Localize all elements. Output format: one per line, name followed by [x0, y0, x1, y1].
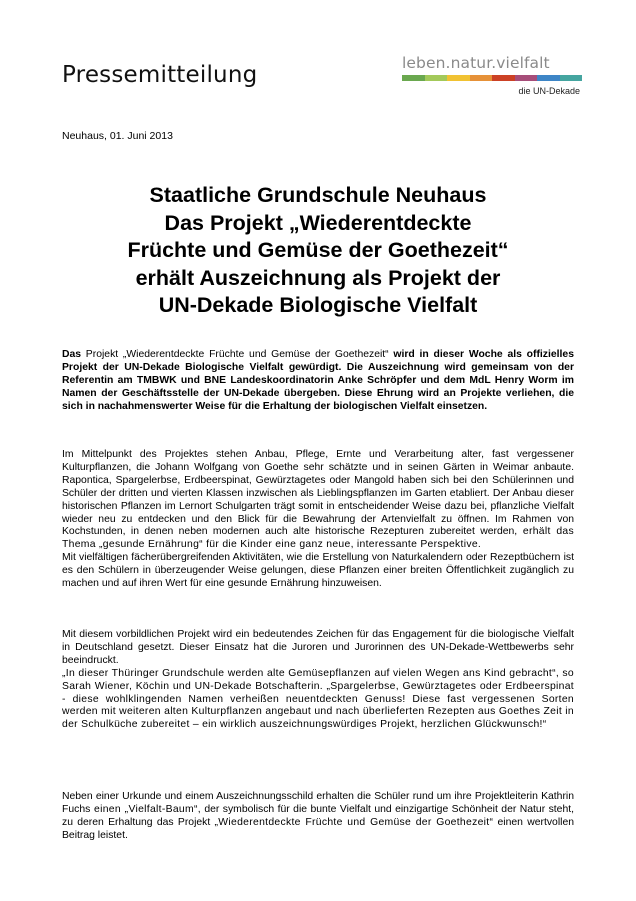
paragraph-text: erhält das Thema „gesunde Ernährung“ für die Kinder eine ganz neue, interessante Perspektive.: [62, 526, 574, 551]
intro-paragraph: [62, 349, 574, 414]
paragraph-text: der symbolisch für die bunte Vielfalt und einzigartige Schönheit der Natur steht, zu deren Erhaltung das Projekt: [62, 803, 575, 828]
paragraph-text: Mit diesem vorbildlichen Projekt wird ein bedeutendes Zeichen für das Engagement für die biologische Vielfalt in Deutschland gesetzt. Dieser Einsatz hat die Juroren und Jurorinnen des UN-Dekade-Wettbewerbs sehr beeindruckt.: [62, 629, 574, 666]
logo-color-bar: [402, 75, 582, 81]
headline-line: UN-Dekade Biologische Vielfalt: [158, 293, 478, 317]
paragraph-text: Neben einer Urkunde und einem Auszeichnungsschild erhalten die Schüler rund um ihre Projektleiterin Kathrin Fuchs: [62, 791, 574, 815]
paragraph-text: Mit vielfältigen fächerübergreifenden Aktivitäten, wie die Erstellung von Naturkalendern oder Rezeptbüchern ist es den Schülern in überzeugender Weise gelungen, diese Pflanzen einer breiten Öffentlichkeit zugänglich zu machen und auf ihren Wert für eine gesunde Ernährung hinzuweisen.: [62, 552, 574, 590]
headline-line: erhält Auszeichnung als Projekt der: [135, 265, 501, 290]
project-name-text: „Wiederentdeckte Früchte und Gemüse der Goethezeit“: [214, 816, 494, 828]
logo-color-segment: [402, 75, 425, 81]
logo-subtitle: die UN-Dekade: [518, 86, 580, 96]
paragraph-text: Im Mittelpunkt des Projektes stehen Anbau, Pflege, Ernte und Verarbeitung alter, fast vergessener Kulturpflanzen, die Johann Wolfgang von Goethe sehr schätzte und in seinen Gärten in Weimar anbaute. Rapontica, Spargelerbse, Erdbeerspinat, Gewürztagetes oder Mangold haben sich bei den Schülerinnen und Schüler der dritten und vierten Klassen inzwischen als Lieblingspflanzen im Garten etabliert. Der Anbau dieser historischen Pflanzen im Lernort Schulgarten trägt somit in entscheidender Weise dazu bei, pflanzliche Vielfalt wieder neu zu entdecken und den Blick für die Bewahrung der Artenvielfalt zu öffnen. Im Rahmen von Kochstunden, in denen neben modernen auch alte historische Rezepturen zubereitet werden,: [62, 449, 574, 538]
logo-color-segment: [537, 75, 560, 81]
intro-text: wird in dieser Woche als offizielles Projekt der UN-Dekade Biologische Vielfalt gewürdigt. Die Auszeichnung wird gemeinsam von der Referentin am TMBWK und BNE Landeskoordinatorin Anke Schröpfer und dem MdL Henry Worm im Namen der Geschäftsstelle der UN-Dekade übergeben. Diese Ehrung wird an Projekte verliehen, die sich in nachahmenswerter Weise für die Erhaltung der biologischen Vielfalt einsetzen.: [62, 349, 574, 412]
undekade-logo: [402, 54, 582, 96]
paragraph-certificate: [62, 791, 574, 843]
logo-color-segment: [425, 75, 448, 81]
intro-project-name: Projekt „Wiederentdeckte Früchte und Gemüse der Goethezeit“: [81, 349, 389, 360]
headline-line: Das Projekt „Wiederentdeckte: [164, 210, 472, 235]
logo-color-segment: [470, 75, 493, 81]
release-date: Neuhaus, 01. Juni 2013: [62, 130, 173, 142]
headline-line: Früchte und Gemüse der Goethezeit“: [127, 238, 509, 262]
logo-color-segment: [515, 75, 538, 81]
headline-line: Staatliche Grundschule Neuhaus: [149, 183, 487, 207]
paragraph-text: einen „Vielfalt-Baum“,: [90, 803, 201, 815]
logo-color-segment: [492, 75, 515, 81]
press-release-title: Pressemitteilung: [62, 62, 258, 88]
logo-color-segment: [560, 75, 583, 81]
logo-color-segment: [447, 75, 470, 81]
paragraph-text: einen wertvollen Beitrag leistet.: [62, 816, 574, 841]
paragraph-award: [62, 629, 574, 732]
intro-lead-word: Das: [62, 349, 82, 360]
headline: [62, 182, 574, 320]
logo-text: leben.natur.vielfalt: [402, 54, 550, 72]
quote-text: „In dieser Thüringer Grundschule werden alte Gemüsepflanzen auf vielen Wegen ans Kind gebracht“, so Sarah Wiener, Köchin und UN-Dekade Botschafterin. „Spargelerbse, Gewürztagetes oder Erdbeerspinat - diese wohlklingenden Namen verheißen neuentdeckten Genuss! Diese fast vergessenen Sorten werden mit weiteren alten Kulturpflanzen angebaut und nach überlieferten Rezepten aus Goethes Zeit in der Schulküche zubereitet – ein wirklich auszeichnungswürdiges Projekt, herzlichen Glückwunsch!“: [62, 667, 574, 731]
paragraph-project: [62, 449, 574, 591]
